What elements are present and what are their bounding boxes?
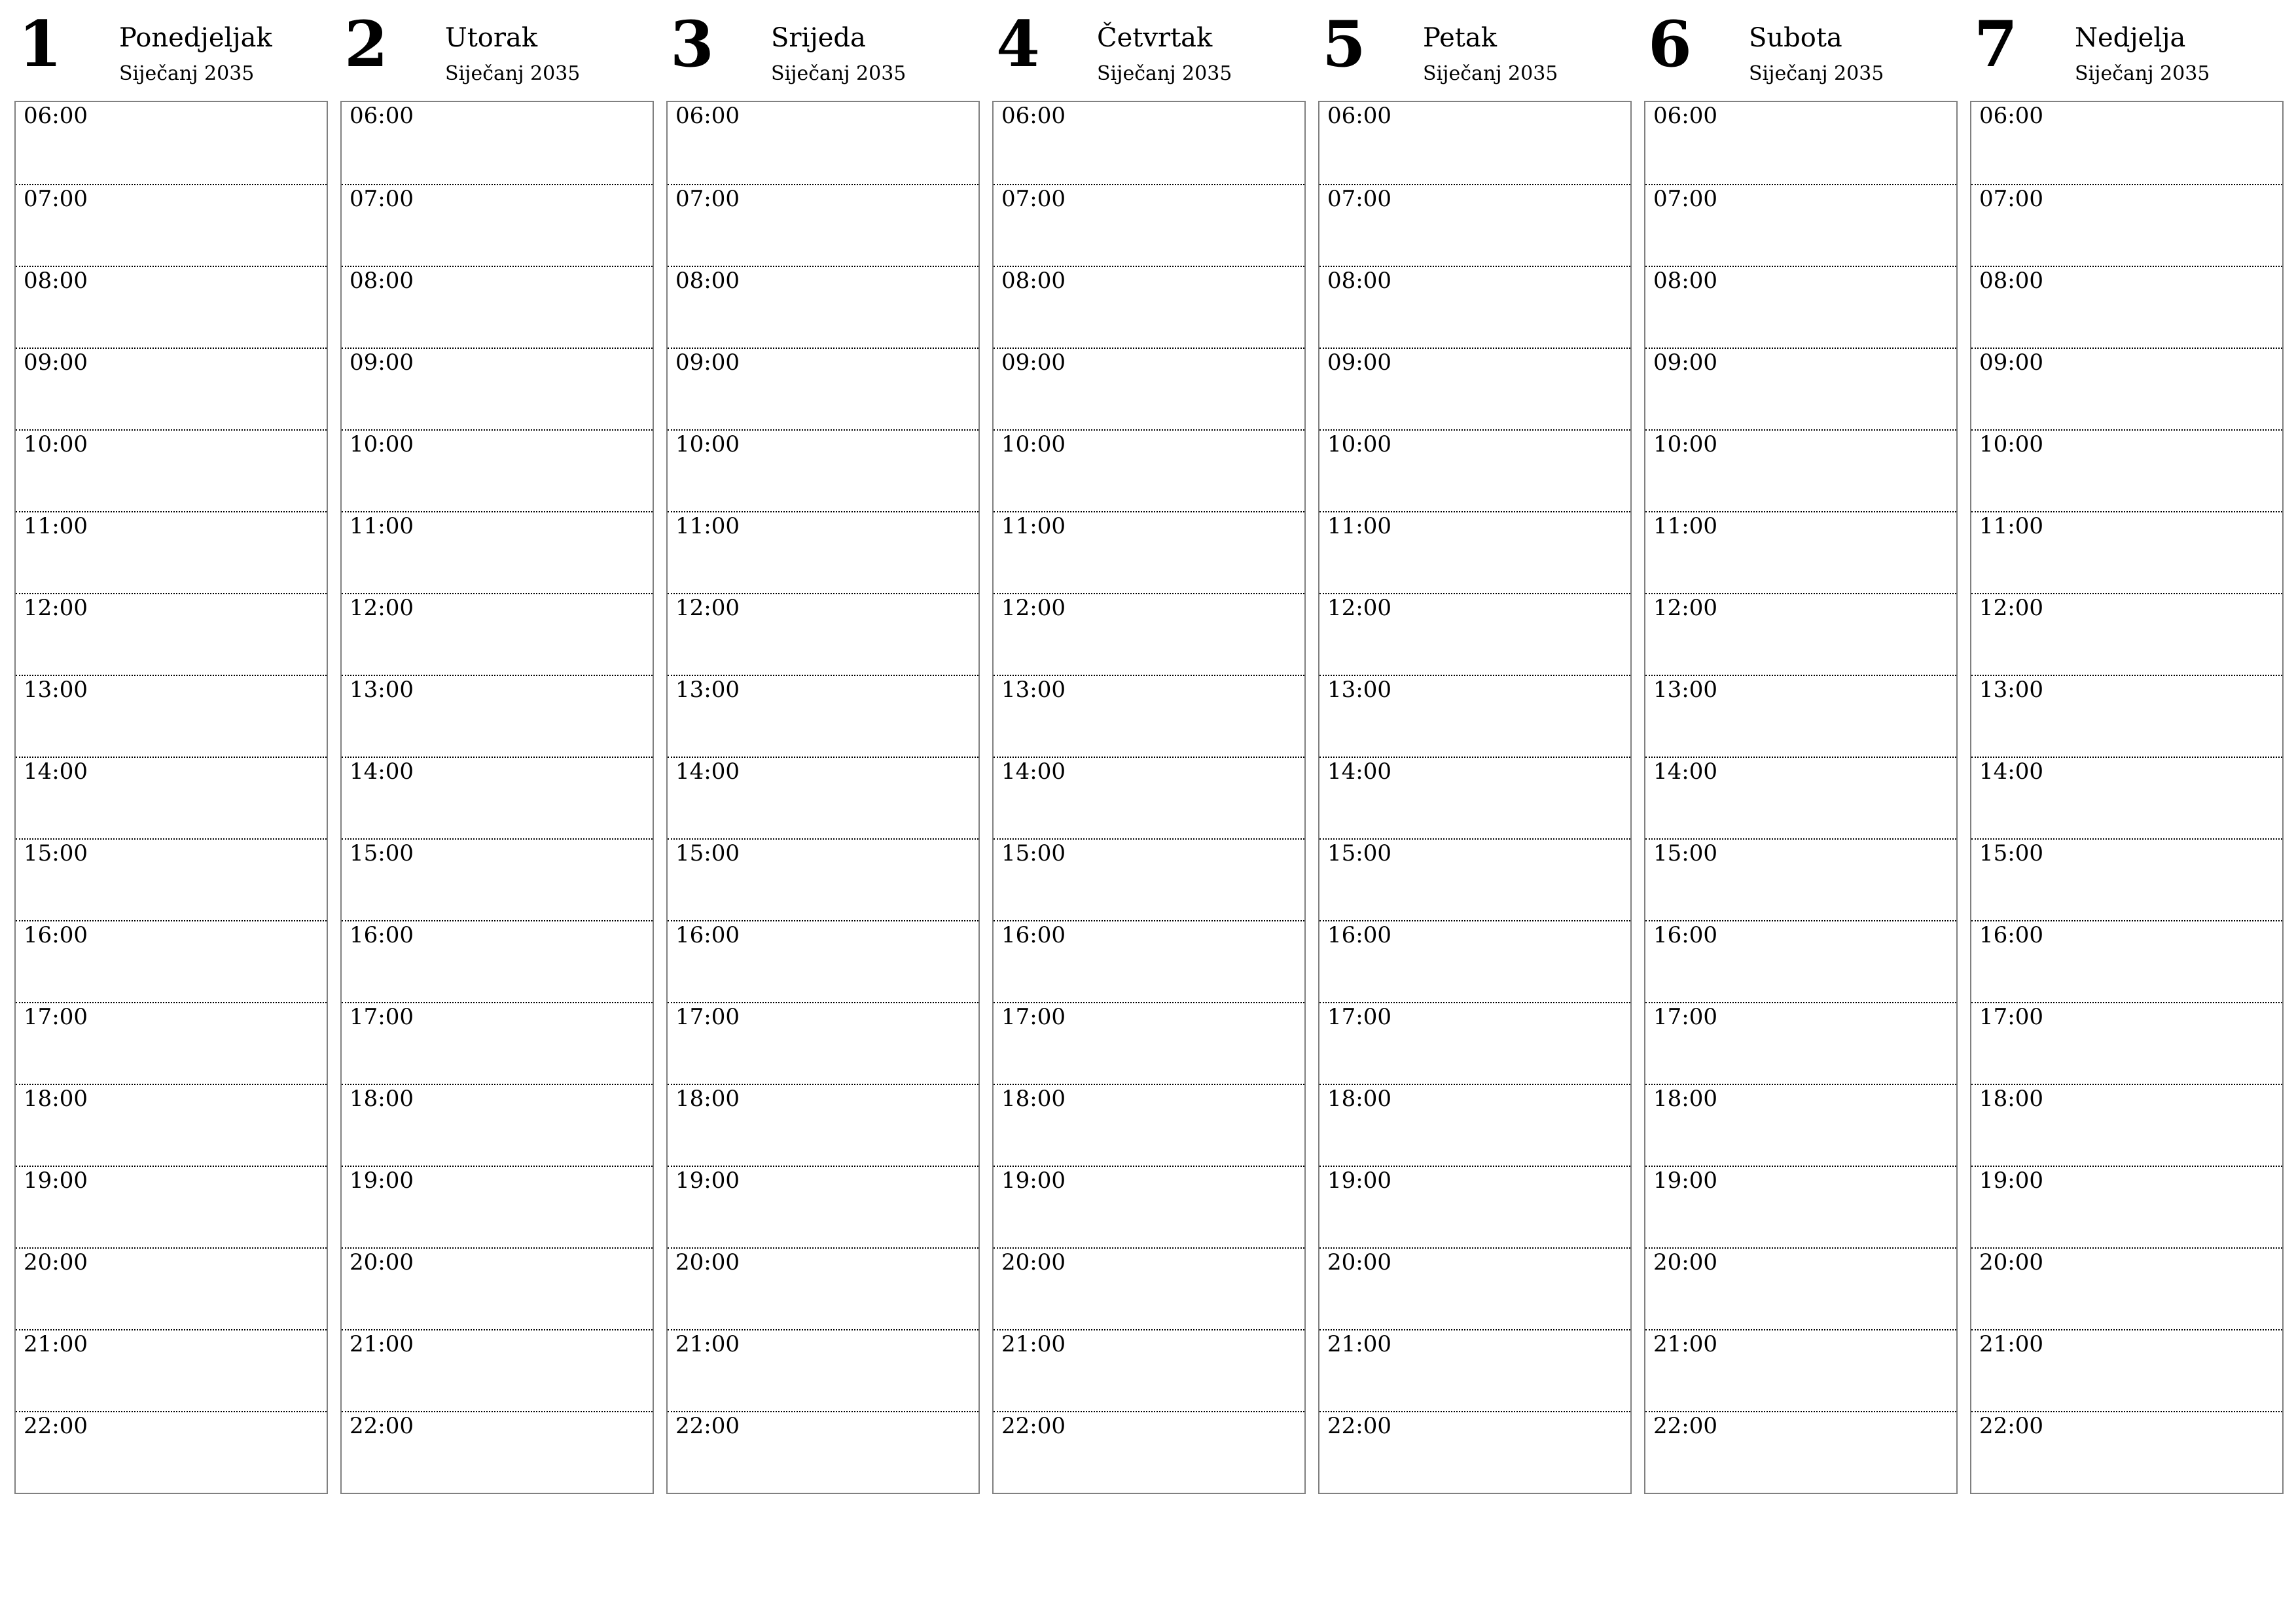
time-label: 18:00 xyxy=(1001,1086,1066,1112)
time-slot[interactable] xyxy=(668,1329,978,1411)
time-slot[interactable] xyxy=(342,757,653,838)
day-header xyxy=(340,0,654,98)
time-label: 15:00 xyxy=(350,840,414,866)
day-schedule-box xyxy=(1970,101,2284,1494)
day-schedule-box xyxy=(992,101,1306,1494)
time-slot[interactable] xyxy=(1319,838,1630,920)
time-slot[interactable] xyxy=(1971,838,2282,920)
time-slot[interactable] xyxy=(1645,511,1956,593)
time-slot[interactable] xyxy=(16,838,327,920)
time-slot[interactable] xyxy=(342,348,653,429)
time-label: 07:00 xyxy=(1001,186,1066,212)
time-slot[interactable] xyxy=(16,266,327,348)
time-slot[interactable] xyxy=(1645,1002,1956,1084)
time-label: 15:00 xyxy=(24,840,88,866)
time-slot[interactable] xyxy=(16,102,327,184)
time-slot[interactable] xyxy=(668,757,978,838)
time-label: 21:00 xyxy=(675,1331,740,1357)
time-label: 14:00 xyxy=(1001,758,1066,785)
day-month-label: Siječanj 2035 xyxy=(2075,62,2210,85)
day-name: Srijeda xyxy=(771,23,866,53)
time-slot[interactable] xyxy=(668,920,978,1002)
time-label: 19:00 xyxy=(1653,1168,1717,1194)
time-label: 07:00 xyxy=(1327,186,1391,212)
time-slot[interactable] xyxy=(1971,348,2282,429)
time-label: 12:00 xyxy=(1979,595,2043,621)
day-number: 2 xyxy=(344,7,388,81)
time-label: 22:00 xyxy=(1979,1413,2043,1439)
time-label: 10:00 xyxy=(1001,431,1066,457)
day-schedule-box xyxy=(340,101,654,1494)
time-label: 12:00 xyxy=(350,595,414,621)
time-slot[interactable] xyxy=(1971,102,2282,184)
time-label: 10:00 xyxy=(1979,431,2043,457)
day-header xyxy=(1970,0,2284,98)
time-label: 17:00 xyxy=(1001,1004,1066,1030)
time-slot[interactable] xyxy=(1971,757,2282,838)
time-label: 12:00 xyxy=(1001,595,1066,621)
time-label: 06:00 xyxy=(1979,103,2043,129)
day-header xyxy=(992,0,1306,98)
time-slot[interactable] xyxy=(342,1002,653,1084)
time-label: 22:00 xyxy=(1653,1413,1717,1439)
time-slot[interactable] xyxy=(1645,1247,1956,1329)
time-slot[interactable] xyxy=(16,1002,327,1084)
time-label: 21:00 xyxy=(1327,1331,1391,1357)
day-number: 4 xyxy=(996,7,1040,81)
time-label: 13:00 xyxy=(1327,677,1391,703)
time-label: 22:00 xyxy=(675,1413,740,1439)
time-label: 10:00 xyxy=(350,431,414,457)
time-slot[interactable] xyxy=(994,429,1304,511)
time-label: 08:00 xyxy=(1653,268,1717,294)
time-slot[interactable] xyxy=(16,920,327,1002)
time-slot[interactable] xyxy=(1645,1166,1956,1247)
day-header xyxy=(666,0,980,98)
time-slot[interactable] xyxy=(1971,593,2282,675)
time-slot[interactable] xyxy=(1645,184,1956,266)
time-label: 07:00 xyxy=(24,186,88,212)
time-label: 17:00 xyxy=(1327,1004,1391,1030)
time-slot[interactable] xyxy=(668,102,978,184)
time-slot[interactable] xyxy=(1645,1084,1956,1166)
time-slot[interactable] xyxy=(1971,675,2282,757)
time-slot[interactable] xyxy=(1319,348,1630,429)
time-label: 08:00 xyxy=(24,268,88,294)
time-slot[interactable] xyxy=(1319,511,1630,593)
time-label: 11:00 xyxy=(24,513,88,539)
time-slot[interactable] xyxy=(994,838,1304,920)
time-label: 13:00 xyxy=(675,677,740,703)
time-slot[interactable] xyxy=(16,1329,327,1411)
time-label: 12:00 xyxy=(1327,595,1391,621)
day-month-label: Siječanj 2035 xyxy=(445,62,581,85)
time-slot[interactable] xyxy=(1645,593,1956,675)
time-slot[interactable] xyxy=(1319,920,1630,1002)
day-number: 5 xyxy=(1322,7,1366,81)
time-slot[interactable] xyxy=(1971,1084,2282,1166)
time-label: 10:00 xyxy=(1327,431,1391,457)
time-label: 07:00 xyxy=(350,186,414,212)
day-month-label: Siječanj 2035 xyxy=(119,62,255,85)
day-schedule-box xyxy=(1644,101,1958,1494)
time-label: 21:00 xyxy=(1653,1331,1717,1357)
time-slot[interactable] xyxy=(1971,511,2282,593)
time-label: 06:00 xyxy=(1001,103,1066,129)
time-label: 15:00 xyxy=(675,840,740,866)
time-label: 18:00 xyxy=(350,1086,414,1112)
time-slot[interactable] xyxy=(342,1329,653,1411)
time-slot[interactable] xyxy=(1971,1329,2282,1411)
time-slot[interactable] xyxy=(994,593,1304,675)
time-label: 15:00 xyxy=(1979,840,2043,866)
day-name: Subota xyxy=(1749,23,1842,53)
time-slot[interactable] xyxy=(994,1166,1304,1247)
time-slot[interactable] xyxy=(1971,266,2282,348)
time-slot[interactable] xyxy=(1319,1084,1630,1166)
time-slot[interactable] xyxy=(342,675,653,757)
time-slot[interactable] xyxy=(1971,1166,2282,1247)
time-label: 06:00 xyxy=(1327,103,1391,129)
time-slot[interactable] xyxy=(668,429,978,511)
time-label: 21:00 xyxy=(350,1331,414,1357)
time-slot[interactable] xyxy=(994,184,1304,266)
time-label: 18:00 xyxy=(1653,1086,1717,1112)
time-slot[interactable] xyxy=(1971,1002,2282,1084)
day-header xyxy=(1318,0,1632,98)
time-slot[interactable] xyxy=(994,511,1304,593)
time-slot[interactable] xyxy=(1971,1411,2282,1493)
time-slot[interactable] xyxy=(668,1166,978,1247)
time-label: 09:00 xyxy=(1327,349,1391,376)
time-slot[interactable] xyxy=(1319,184,1630,266)
time-label: 13:00 xyxy=(1001,677,1066,703)
time-label: 14:00 xyxy=(24,758,88,785)
time-label: 06:00 xyxy=(350,103,414,129)
time-slot[interactable] xyxy=(668,184,978,266)
time-label: 18:00 xyxy=(24,1086,88,1112)
time-label: 16:00 xyxy=(1327,922,1391,948)
time-slot[interactable] xyxy=(668,511,978,593)
time-slot[interactable] xyxy=(668,675,978,757)
time-label: 14:00 xyxy=(350,758,414,785)
time-label: 14:00 xyxy=(1327,758,1391,785)
time-label: 20:00 xyxy=(675,1249,740,1275)
time-slot[interactable] xyxy=(1645,102,1956,184)
time-slot[interactable] xyxy=(16,184,327,266)
time-slot[interactable] xyxy=(1971,184,2282,266)
time-label: 16:00 xyxy=(1001,922,1066,948)
day-schedule-box xyxy=(666,101,980,1494)
time-label: 06:00 xyxy=(24,103,88,129)
time-slot[interactable] xyxy=(16,593,327,675)
time-slot[interactable] xyxy=(342,920,653,1002)
time-slot[interactable] xyxy=(1319,102,1630,184)
time-slot[interactable] xyxy=(668,266,978,348)
time-slot[interactable] xyxy=(1645,757,1956,838)
time-label: 19:00 xyxy=(675,1168,740,1194)
time-label: 17:00 xyxy=(675,1004,740,1030)
day-number: 1 xyxy=(18,7,62,81)
time-label: 16:00 xyxy=(24,922,88,948)
time-label: 11:00 xyxy=(1327,513,1391,539)
time-slot[interactable] xyxy=(1319,1247,1630,1329)
time-slot[interactable] xyxy=(668,838,978,920)
time-slot[interactable] xyxy=(994,1411,1304,1493)
time-slot[interactable] xyxy=(1319,675,1630,757)
time-label: 20:00 xyxy=(24,1249,88,1275)
day-name: Nedjelja xyxy=(2075,23,2186,53)
time-label: 19:00 xyxy=(1979,1168,2043,1194)
time-label: 16:00 xyxy=(675,922,740,948)
time-slot[interactable] xyxy=(16,1247,327,1329)
time-label: 11:00 xyxy=(350,513,414,539)
time-label: 12:00 xyxy=(24,595,88,621)
time-slot[interactable] xyxy=(668,1247,978,1329)
time-slot[interactable] xyxy=(668,1002,978,1084)
time-slot[interactable] xyxy=(1319,593,1630,675)
day-name: Ponedjeljak xyxy=(119,23,272,53)
time-label: 08:00 xyxy=(675,268,740,294)
day-month-label: Siječanj 2035 xyxy=(771,62,906,85)
time-slot[interactable] xyxy=(16,429,327,511)
time-label: 16:00 xyxy=(1979,922,2043,948)
time-slot[interactable] xyxy=(342,1411,653,1493)
time-label: 11:00 xyxy=(1001,513,1066,539)
time-label: 09:00 xyxy=(1653,349,1717,376)
time-label: 17:00 xyxy=(350,1004,414,1030)
time-label: 21:00 xyxy=(1001,1331,1066,1357)
time-label: 22:00 xyxy=(350,1413,414,1439)
time-label: 22:00 xyxy=(1327,1413,1391,1439)
time-label: 11:00 xyxy=(675,513,740,539)
time-label: 10:00 xyxy=(1653,431,1717,457)
day-name: Četvrtak xyxy=(1097,23,1213,53)
day-schedule-box xyxy=(1318,101,1632,1494)
time-slot[interactable] xyxy=(994,348,1304,429)
time-label: 19:00 xyxy=(24,1168,88,1194)
time-label: 08:00 xyxy=(350,268,414,294)
day-number: 3 xyxy=(670,7,714,81)
time-slot[interactable] xyxy=(1971,429,2282,511)
time-label: 19:00 xyxy=(350,1168,414,1194)
time-label: 16:00 xyxy=(350,922,414,948)
time-label: 15:00 xyxy=(1001,840,1066,866)
time-slot[interactable] xyxy=(1319,1002,1630,1084)
time-label: 07:00 xyxy=(1653,186,1717,212)
time-slot[interactable] xyxy=(994,1329,1304,1411)
time-label: 22:00 xyxy=(24,1413,88,1439)
time-slot[interactable] xyxy=(1971,1247,2282,1329)
day-name: Utorak xyxy=(445,23,538,53)
time-slot[interactable] xyxy=(1645,348,1956,429)
time-slot[interactable] xyxy=(668,1084,978,1166)
time-label: 20:00 xyxy=(350,1249,414,1275)
time-label: 09:00 xyxy=(24,349,88,376)
time-label: 20:00 xyxy=(1653,1249,1717,1275)
time-slot[interactable] xyxy=(1645,1411,1956,1493)
time-slot[interactable] xyxy=(1319,757,1630,838)
time-slot[interactable] xyxy=(16,1411,327,1493)
time-label: 11:00 xyxy=(1979,513,2043,539)
time-slot[interactable] xyxy=(342,102,653,184)
time-slot[interactable] xyxy=(1645,920,1956,1002)
day-number: 7 xyxy=(1974,7,2018,81)
time-slot[interactable] xyxy=(342,266,653,348)
time-slot[interactable] xyxy=(342,1247,653,1329)
time-slot[interactable] xyxy=(16,1166,327,1247)
time-label: 09:00 xyxy=(1979,349,2043,376)
time-label: 20:00 xyxy=(1001,1249,1066,1275)
time-label: 18:00 xyxy=(675,1086,740,1112)
time-label: 09:00 xyxy=(675,349,740,376)
time-slot[interactable] xyxy=(16,348,327,429)
time-label: 17:00 xyxy=(1653,1004,1717,1030)
time-label: 11:00 xyxy=(1653,513,1717,539)
time-label: 08:00 xyxy=(1979,268,2043,294)
time-slot[interactable] xyxy=(16,1084,327,1166)
time-slot[interactable] xyxy=(342,838,653,920)
time-slot[interactable] xyxy=(342,1166,653,1247)
time-slot[interactable] xyxy=(994,1247,1304,1329)
time-label: 09:00 xyxy=(1001,349,1066,376)
time-label: 19:00 xyxy=(1001,1168,1066,1194)
time-slot[interactable] xyxy=(342,1084,653,1166)
time-slot[interactable] xyxy=(1319,429,1630,511)
time-slot[interactable] xyxy=(994,1084,1304,1166)
time-label: 12:00 xyxy=(1653,595,1717,621)
time-slot[interactable] xyxy=(342,184,653,266)
time-label: 13:00 xyxy=(350,677,414,703)
time-label: 15:00 xyxy=(1327,840,1391,866)
time-slot[interactable] xyxy=(994,920,1304,1002)
time-label: 14:00 xyxy=(1979,758,2043,785)
day-header xyxy=(1644,0,1958,98)
day-month-label: Siječanj 2035 xyxy=(1423,62,1558,85)
time-slot[interactable] xyxy=(1319,266,1630,348)
time-slot[interactable] xyxy=(1645,266,1956,348)
time-slot[interactable] xyxy=(994,102,1304,184)
time-slot[interactable] xyxy=(1645,675,1956,757)
time-label: 07:00 xyxy=(1979,186,2043,212)
time-label: 06:00 xyxy=(1653,103,1717,129)
time-label: 21:00 xyxy=(24,1331,88,1357)
time-label: 06:00 xyxy=(675,103,740,129)
time-slot[interactable] xyxy=(16,511,327,593)
day-month-label: Siječanj 2035 xyxy=(1097,62,1232,85)
time-label: 21:00 xyxy=(1979,1331,2043,1357)
time-slot[interactable] xyxy=(1645,1329,1956,1411)
day-header xyxy=(14,0,328,98)
time-label: 13:00 xyxy=(1653,677,1717,703)
time-slot[interactable] xyxy=(16,757,327,838)
time-slot[interactable] xyxy=(668,1411,978,1493)
time-label: 08:00 xyxy=(1001,268,1066,294)
day-name: Petak xyxy=(1423,23,1497,53)
day-number: 6 xyxy=(1648,7,1692,81)
time-label: 20:00 xyxy=(1979,1249,2043,1275)
time-slot[interactable] xyxy=(342,511,653,593)
time-label: 10:00 xyxy=(675,431,740,457)
time-slot[interactable] xyxy=(994,1002,1304,1084)
time-label: 14:00 xyxy=(1653,758,1717,785)
time-slot[interactable] xyxy=(1645,429,1956,511)
time-label: 08:00 xyxy=(1327,268,1391,294)
time-slot[interactable] xyxy=(994,757,1304,838)
time-label: 14:00 xyxy=(675,758,740,785)
time-label: 18:00 xyxy=(1979,1086,2043,1112)
time-slot[interactable] xyxy=(994,266,1304,348)
time-label: 17:00 xyxy=(24,1004,88,1030)
time-label: 13:00 xyxy=(24,677,88,703)
time-label: 12:00 xyxy=(675,595,740,621)
time-label: 10:00 xyxy=(24,431,88,457)
day-month-label: Siječanj 2035 xyxy=(1749,62,1884,85)
time-slot[interactable] xyxy=(1319,1411,1630,1493)
time-label: 17:00 xyxy=(1979,1004,2043,1030)
time-slot[interactable] xyxy=(668,348,978,429)
time-label: 20:00 xyxy=(1327,1249,1391,1275)
time-label: 07:00 xyxy=(675,186,740,212)
time-slot[interactable] xyxy=(1319,1329,1630,1411)
day-schedule-box xyxy=(14,101,328,1494)
time-slot[interactable] xyxy=(16,675,327,757)
time-label: 18:00 xyxy=(1327,1086,1391,1112)
time-label: 13:00 xyxy=(1979,677,2043,703)
time-label: 19:00 xyxy=(1327,1168,1391,1194)
time-slot[interactable] xyxy=(1645,838,1956,920)
time-slot[interactable] xyxy=(1971,920,2282,1002)
time-label: 15:00 xyxy=(1653,840,1717,866)
time-slot[interactable] xyxy=(668,593,978,675)
time-slot[interactable] xyxy=(342,429,653,511)
time-slot[interactable] xyxy=(342,593,653,675)
time-slot[interactable] xyxy=(994,675,1304,757)
time-slot[interactable] xyxy=(1319,1166,1630,1247)
time-label: 16:00 xyxy=(1653,922,1717,948)
time-label: 09:00 xyxy=(350,349,414,376)
time-label: 22:00 xyxy=(1001,1413,1066,1439)
